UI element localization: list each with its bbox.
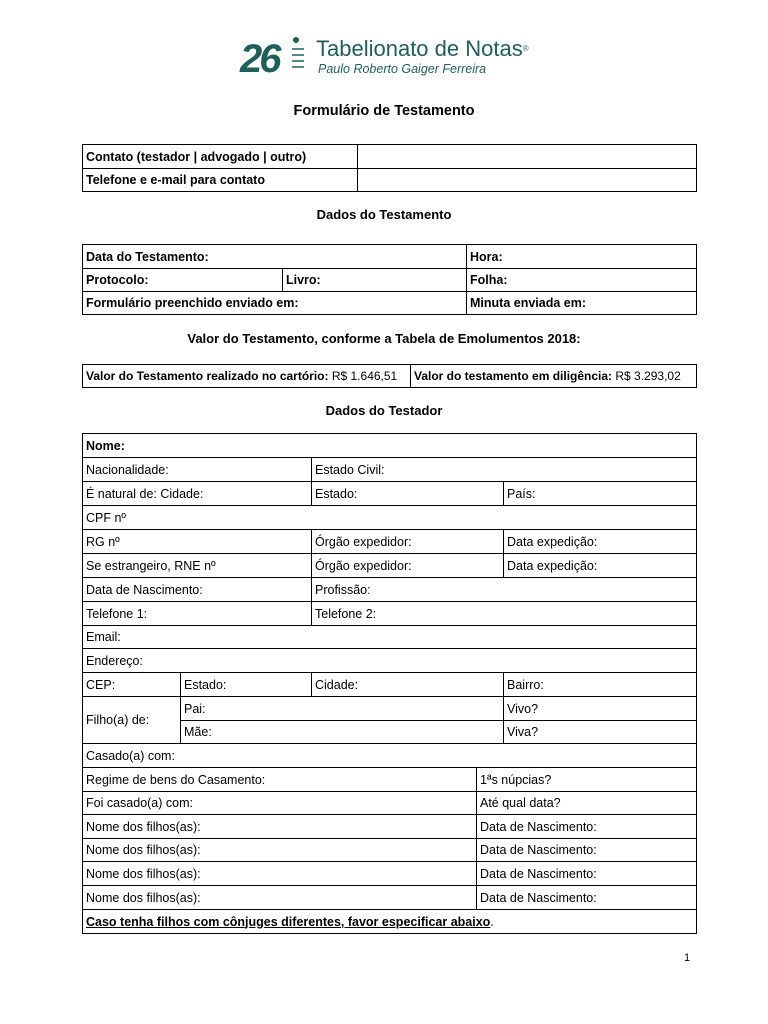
rne-field[interactable]: Se estrangeiro, RNE nº [83,554,312,578]
email-field[interactable]: Email: [83,626,697,649]
rne-orgao-field[interactable]: Órgão expedidor: [312,554,504,578]
mae-field[interactable]: Mãe: [181,721,504,744]
logo-number: 26 [240,37,279,81]
nascimento-field[interactable]: Data de Nascimento: [83,578,312,602]
cpf-field[interactable]: CPF nº [83,506,697,530]
testador-table [82,433,697,934]
valor-cartorio: Valor do Testamento realizado no cartório: R$ 1.646,51 [83,365,411,388]
mae-viva-field[interactable]: Viva? [504,721,697,744]
filiacao-label: Filho(a) de: [83,697,181,744]
filhos-nota: Caso tenha filhos com cônjuges diferentes, favor especificar abaixo. [83,910,697,934]
testamento-table [82,244,697,315]
regime-field[interactable]: Regime de bens do Casamento: [83,768,477,792]
nacionalidade-field[interactable]: Nacionalidade: [83,458,312,482]
testamento-time-field[interactable]: Hora: [467,245,697,269]
contact-field[interactable] [358,145,697,169]
valor-diligencia: Valor do testamento em diligência: R$ 3.293,02 [411,365,697,388]
filho-nascimento-field[interactable]: Data de Nascimento: [477,815,697,839]
natural-estado-field[interactable]: Estado: [312,482,504,506]
valor-table [82,364,697,388]
pai-vivo-field[interactable]: Vivo? [504,697,697,721]
contact-label: Contato (testador | advogado | outro) [83,145,358,169]
contact-table [82,144,697,192]
cidade-field[interactable]: Cidade: [312,673,504,697]
folha-field[interactable]: Folha: [467,269,697,292]
filho-nome-field[interactable]: Nome dos filhos(as): [83,839,477,862]
pais-field[interactable]: País: [504,482,697,506]
contact-phone-label: Telefone e e-mail para contato [83,169,358,192]
endereco-field[interactable]: Endereço: [83,649,697,673]
filho-nascimento-field[interactable]: Data de Nascimento: [477,862,697,886]
bairro-field[interactable]: Bairro: [504,673,697,697]
section-heading-testamento: Dados do Testamento [316,207,452,222]
ate-data-field[interactable]: Até qual data? [477,792,697,815]
logo-mark-icon [290,36,306,72]
section-heading-testador: Dados do Testador [325,403,443,418]
cep-field[interactable]: CEP: [83,673,181,697]
estado-civil-field[interactable]: Estado Civil: [312,458,697,482]
casado-field[interactable]: Casado(a) com: [83,744,697,768]
contact-phone-field[interactable] [358,169,697,192]
rg-data-expedicao-field[interactable]: Data expedição: [504,530,697,554]
logo-subtitle: Paulo Roberto Gaiger Ferreira [318,62,487,76]
testamento-date-field[interactable]: Data do Testamento: [83,245,467,269]
natural-cidade-field[interactable]: É natural de: Cidade: [83,482,312,506]
page-number: 1 [684,952,691,964]
rg-field[interactable]: RG nº [83,530,312,554]
section-heading-valor: Valor do Testamento, conforme a Tabela de Emolumentos 2018: [187,331,581,346]
filho-nascimento-field[interactable]: Data de Nascimento: [477,839,697,862]
pai-field[interactable]: Pai: [181,697,504,721]
filho-nascimento-field[interactable]: Data de Nascimento: [477,886,697,910]
filho-nome-field[interactable]: Nome dos filhos(as): [83,886,477,910]
telefone2-field[interactable]: Telefone 2: [312,602,697,626]
minuta-sent-field[interactable]: Minuta enviada em: [467,292,697,315]
livro-field[interactable]: Livro: [283,269,467,292]
filho-nome-field[interactable]: Nome dos filhos(as): [83,862,477,886]
rg-orgao-field[interactable]: Órgão expedidor: [312,530,504,554]
form-sent-field[interactable]: Formulário preenchido enviado em: [83,292,467,315]
logo-title: Tabelionato de Notas® [316,36,529,61]
telefone1-field[interactable]: Telefone 1: [83,602,312,626]
endereco-estado-field[interactable]: Estado: [181,673,312,697]
protocolo-field[interactable]: Protocolo: [83,269,283,292]
rne-data-expedicao-field[interactable]: Data expedição: [504,554,697,578]
nome-field[interactable]: Nome: [83,434,697,458]
profissao-field[interactable]: Profissão: [312,578,697,602]
foi-casado-field[interactable]: Foi casado(a) com: [83,792,477,815]
nupcias-field[interactable]: 1ªs núpcias? [477,768,697,792]
notary-logo [240,34,540,84]
page-title: Formulário de Testamento [293,103,475,119]
filho-nome-field[interactable]: Nome dos filhos(as): [83,815,477,839]
